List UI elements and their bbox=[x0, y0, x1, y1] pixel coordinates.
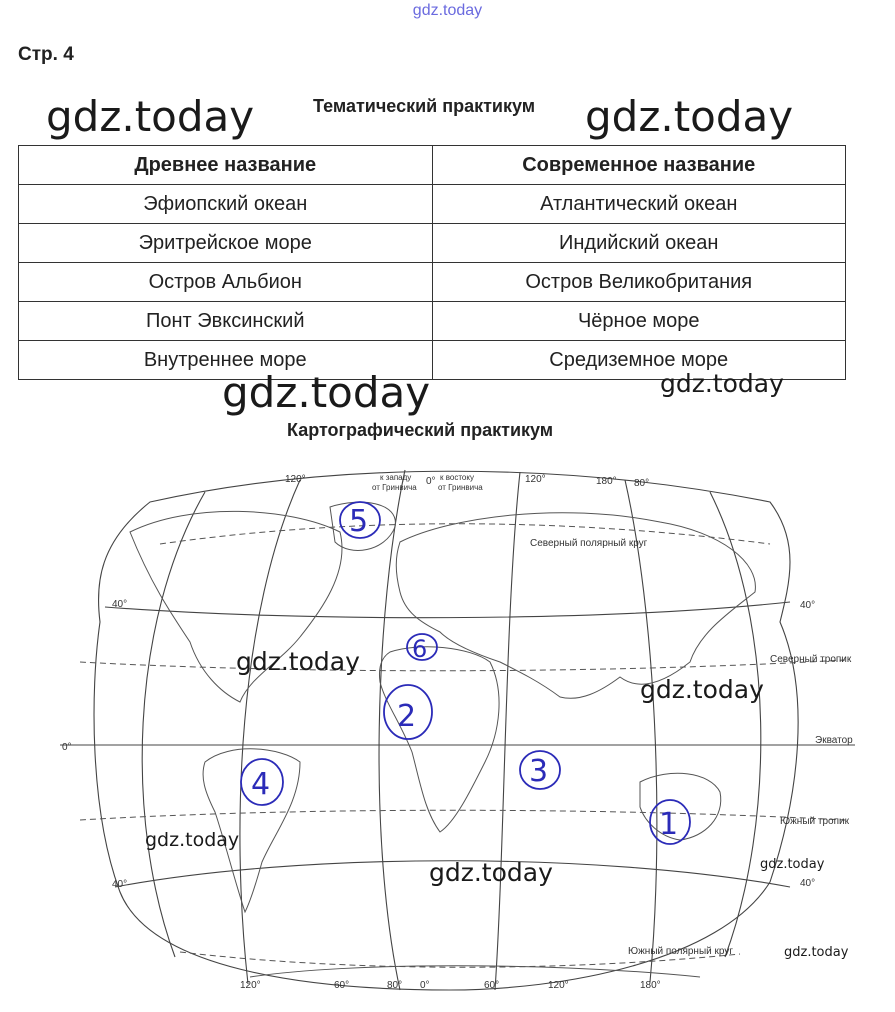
modern-name: Остров Великобритания bbox=[432, 263, 846, 302]
tropic-north-label: Северный тропик bbox=[770, 654, 852, 665]
modern-name: Чёрное море bbox=[432, 302, 846, 341]
mark-number: 5 bbox=[349, 504, 369, 539]
lat-label: 40° bbox=[800, 600, 816, 611]
lon-label: 60° bbox=[334, 980, 350, 991]
ancient-name: Эритрейское море bbox=[19, 224, 433, 263]
meridian bbox=[142, 492, 205, 957]
table-row bbox=[19, 302, 846, 341]
ancient-name: Остров Альбион bbox=[19, 263, 433, 302]
arctic-circle-line bbox=[160, 524, 770, 544]
modern-name: Средиземное море bbox=[432, 341, 846, 380]
lon-label: 60° bbox=[484, 980, 500, 991]
africa-outline bbox=[379, 647, 499, 832]
lat-label: 0° bbox=[62, 742, 72, 753]
lon-label: 120° bbox=[548, 980, 569, 991]
modern-name: Атлантический океан bbox=[432, 185, 846, 224]
meridian bbox=[710, 492, 761, 957]
world-contour-map bbox=[0, 462, 895, 1002]
page-number: Стр. 4 bbox=[18, 44, 74, 65]
watermark-text: gdz.today bbox=[760, 857, 825, 872]
table-header-ancient: Древнее название bbox=[19, 146, 433, 185]
lon-label: 180° bbox=[596, 476, 617, 487]
watermark-text: gdz.today bbox=[429, 858, 553, 887]
watermark-text: gdz.today bbox=[784, 945, 849, 960]
mark-number: 1 bbox=[659, 807, 679, 842]
watermark-text: gdz.today bbox=[46, 92, 255, 141]
watermark-text: gdz.today bbox=[145, 829, 240, 851]
ancient-name: Внутреннее море bbox=[19, 341, 433, 380]
tropic-south-line bbox=[80, 810, 845, 820]
east-label-2: от Гринвича bbox=[438, 483, 483, 492]
lat-label: 40° bbox=[800, 878, 816, 889]
zero-meridian-label: 0° bbox=[426, 476, 436, 487]
lon-label: 80° bbox=[387, 980, 403, 991]
lon-label: 0° bbox=[420, 980, 430, 991]
tropic-south-label: Южный тропик bbox=[780, 816, 849, 827]
lon-label: 180° bbox=[640, 980, 661, 991]
ancient-name: Эфиопский океан bbox=[19, 185, 433, 224]
meridian bbox=[495, 472, 520, 990]
mark-number: 4 bbox=[251, 767, 271, 802]
lat-label: 40° bbox=[112, 599, 128, 610]
table-row bbox=[19, 263, 846, 302]
mark-number: 2 bbox=[397, 699, 417, 734]
meridian bbox=[625, 480, 657, 982]
west-label: к западу bbox=[380, 473, 412, 482]
arctic-circle-label: Северный полярный круг bbox=[530, 538, 648, 549]
modern-name: Индийский океан bbox=[432, 224, 846, 263]
antarctic-circle-label: Южный полярный круг bbox=[628, 946, 733, 957]
watermark-text: gdz.today bbox=[640, 675, 764, 704]
watermark-text: gdz.today bbox=[236, 647, 360, 676]
thematic-title: Тематический практикум bbox=[313, 96, 536, 116]
lon-label: 120° bbox=[240, 980, 261, 991]
names-table bbox=[18, 145, 846, 380]
header-watermark: gdz.today bbox=[412, 2, 483, 19]
watermark-text: gdz.today bbox=[585, 92, 794, 141]
west-label-2: от Гринвича bbox=[372, 483, 417, 492]
lon-label: 120° bbox=[525, 474, 546, 485]
parallel-40n bbox=[105, 602, 790, 618]
meridian bbox=[240, 480, 300, 984]
table-row bbox=[19, 185, 846, 224]
watermark-text: gdz.today bbox=[660, 369, 784, 398]
lat-label: 40° bbox=[112, 879, 128, 890]
east-label: к востоку bbox=[440, 473, 474, 482]
watermark-text: gdz.today bbox=[222, 368, 431, 417]
mark-number: 3 bbox=[529, 754, 549, 789]
ancient-name: Понт Эвксинский bbox=[19, 302, 433, 341]
table-row bbox=[19, 224, 846, 263]
cartographic-title: Картографический практикум bbox=[287, 420, 554, 440]
table-header-modern: Современное название bbox=[432, 146, 846, 185]
table-header-row bbox=[19, 146, 846, 185]
lon-label: 80° bbox=[634, 478, 650, 489]
tropic-north-line bbox=[80, 660, 845, 671]
equator-label: Экватор bbox=[815, 735, 853, 746]
mark-number: 6 bbox=[412, 635, 428, 663]
map-outline bbox=[94, 471, 798, 990]
lon-label: 120° bbox=[285, 474, 306, 485]
